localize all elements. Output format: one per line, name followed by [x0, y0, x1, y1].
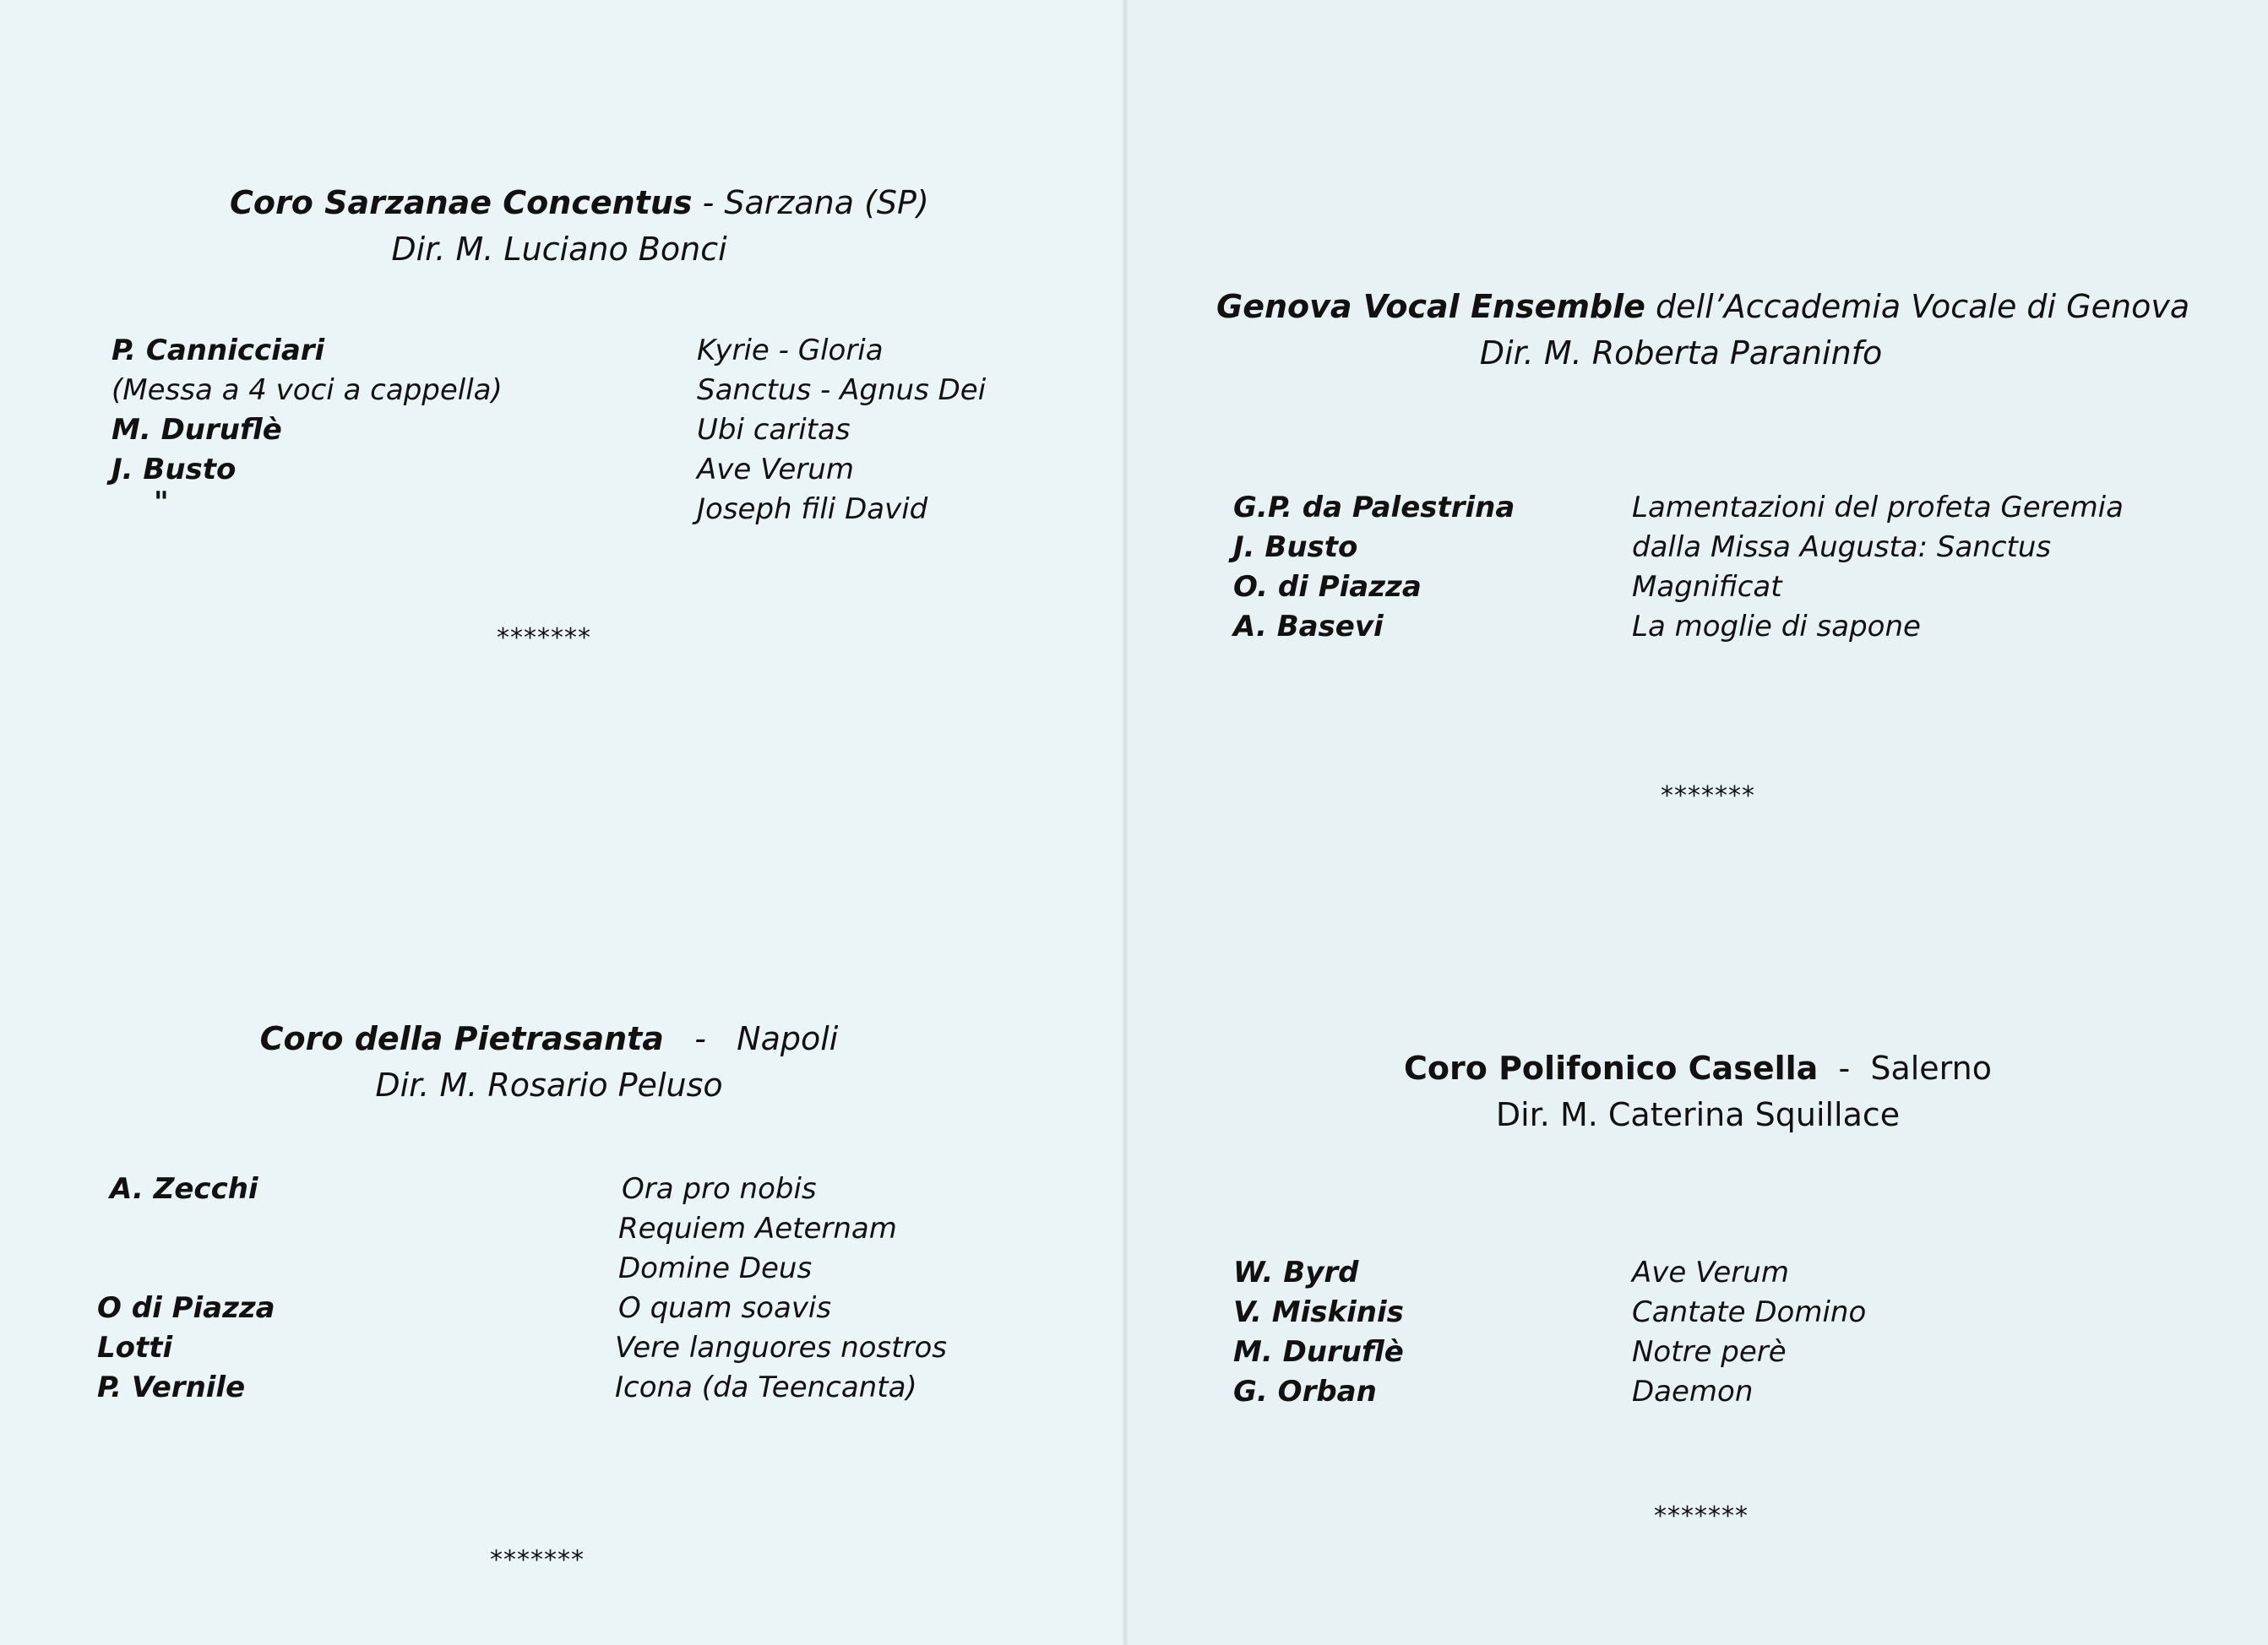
work-title: Joseph fili David — [697, 492, 928, 526]
work-title: dalla Missa Augusta: Sanctus — [1632, 530, 2052, 564]
composer: J. Busto — [1233, 530, 1358, 564]
section-4-title — [1318, 1047, 2078, 1090]
section-divider: ******* — [1654, 1501, 1749, 1531]
section-2-director — [1216, 332, 2146, 375]
work-title: Cantate Domino — [1632, 1295, 1867, 1329]
work-title: Sanctus - Agnus Dei — [697, 373, 987, 407]
title-separator: - — [692, 184, 725, 221]
section-divider: ******* — [497, 623, 591, 653]
section-4-director — [1318, 1094, 2078, 1137]
section-divider: ******* — [490, 1545, 585, 1575]
work-title: Notre perè — [1632, 1335, 1787, 1369]
choir-name: Genova Vocal Ensemble — [1216, 288, 1645, 325]
composer: Lotti — [97, 1331, 173, 1365]
section-1-director — [230, 228, 889, 271]
work-title: Ave Verum — [697, 453, 854, 486]
work-title: Icona (da Teencanta) — [615, 1371, 917, 1404]
work-title: La moglie di sapone — [1632, 610, 1921, 643]
work-title: Ubi caritas — [697, 413, 851, 447]
choir-place: Sarzana (SP) — [724, 184, 929, 221]
work-title: Magnificat — [1632, 570, 1782, 604]
work-title: Requiem Aeternam — [618, 1212, 897, 1246]
section-3-title — [211, 1018, 887, 1061]
work-title: Vere languores nostros — [615, 1331, 947, 1365]
work-title: Kyrie - Gloria — [697, 334, 884, 367]
composer: A. Basevi — [1233, 610, 1384, 643]
work-title: Lamentazioni del profeta Geremia — [1632, 491, 2124, 524]
composer-note: (Messa a 4 voci a cappella) — [111, 373, 503, 407]
composer: A. Zecchi — [110, 1172, 258, 1206]
choir-name: Coro Polifonico Casella — [1404, 1050, 1819, 1087]
section-1-title — [230, 182, 929, 225]
choir-name: Coro Sarzanae Concentus — [230, 184, 693, 221]
composer: G.P. da Palestrina — [1233, 491, 1515, 524]
section-2-title — [1216, 285, 2190, 328]
section-3-director — [211, 1064, 887, 1107]
composer: M. Duruflè — [111, 413, 282, 447]
work-title: O quam soavis — [618, 1291, 832, 1325]
composer: P. Cannicciari — [111, 334, 325, 367]
choir-name: Coro della Pietrasanta — [259, 1020, 664, 1057]
page-fold — [1122, 0, 1129, 1645]
title-separator: - — [1818, 1050, 1871, 1087]
title-separator: - — [663, 1020, 737, 1057]
director-name: Dir. M. Rosario Peluso — [375, 1067, 723, 1104]
director-name: Dir. M. Luciano Bonci — [391, 231, 727, 268]
work-title: Daemon — [1632, 1375, 1754, 1409]
director-name: Dir. M. Caterina Squillace — [1495, 1096, 1901, 1133]
composer: M. Duruflè — [1233, 1335, 1404, 1369]
composer: O di Piazza — [97, 1291, 275, 1325]
choir-place: dell’Accademia Vocale di Genova — [1645, 288, 2190, 325]
composer: P. Vernile — [97, 1371, 246, 1404]
composer: J. Busto — [111, 453, 237, 486]
composer: O. di Piazza — [1233, 570, 1422, 604]
choir-place: Napoli — [737, 1020, 839, 1057]
composer: G. Orban — [1233, 1375, 1377, 1409]
ditto-mark: " — [154, 486, 169, 519]
composer: W. Byrd — [1233, 1256, 1359, 1289]
director-name: Dir. M. Roberta Paraninfo — [1479, 334, 1883, 372]
work-title: Domine Deus — [618, 1251, 813, 1285]
composer: V. Miskinis — [1233, 1295, 1404, 1329]
work-title: Ave Verum — [1632, 1256, 1789, 1289]
section-divider: ******* — [1661, 781, 1755, 811]
work-title: Ora pro nobis — [622, 1172, 817, 1206]
choir-place: Salerno — [1870, 1050, 1992, 1087]
